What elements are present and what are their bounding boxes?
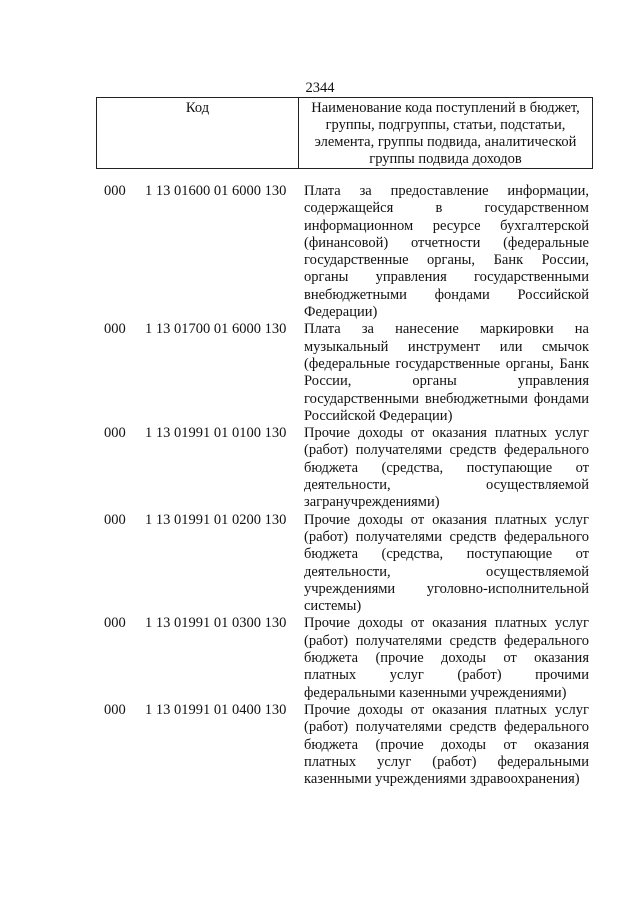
income-name-line: бюджета (средства, поступающие от (304, 546, 589, 563)
income-name (304, 321, 589, 425)
table-row (0, 425, 640, 511)
income-name-line: бюджета (прочие доходы от оказания (304, 650, 589, 667)
income-name-line: Плата за предоставление информации, (304, 183, 589, 199)
header-name-line: Наименование кода поступлений в бюджет, (311, 100, 580, 116)
income-name-line: государственные органы, Банк России, (304, 252, 589, 269)
income-name (304, 183, 589, 321)
admin-code: 000 (104, 321, 126, 338)
income-name-line: государственными внебюджетными фондами (304, 390, 589, 407)
budget-code: 1 13 01600 01 6000 130 (145, 183, 287, 199)
table-row (0, 702, 640, 788)
income-name-line: Федерации) (304, 304, 378, 321)
income-name-line: бюджета (средства, поступающие от (304, 459, 589, 476)
budget-code: 1 13 01991 01 0200 130 (145, 511, 287, 528)
income-name-line: информационном ресурсе бухгалтерской (304, 217, 589, 234)
income-name-line: бюджета (прочие доходы от оказания (304, 736, 589, 753)
income-name (304, 425, 589, 511)
income-name-line: системы) (304, 598, 362, 615)
income-name-line: России, органы управления (304, 373, 589, 390)
admin-code: 000 (104, 615, 126, 632)
income-name-line: Прочие доходы от оказания платных услуг (304, 701, 589, 718)
income-name-line: (федеральные государственные органы, Банк (304, 355, 589, 372)
table-row (0, 183, 640, 321)
income-name-line: Прочие доходы от оказания платных услуг (304, 425, 589, 442)
admin-code: 000 (104, 183, 126, 199)
income-name-line: платных услуг (работ) федеральными (304, 753, 589, 770)
income-name-line: (финансовой) отчетности (федеральные (304, 234, 589, 251)
income-name-line: (работ) получателями средств федерального (304, 442, 589, 459)
income-name-line: деятельности, осуществляемой (304, 477, 589, 494)
income-name-line: Российской Федерации) (304, 407, 453, 424)
budget-code: 1 13 01991 01 0100 130 (145, 425, 287, 442)
income-name-line: загранучреждениями) (304, 494, 440, 511)
income-name-line: внебюджетными фондами Российской (304, 286, 589, 303)
table-row (0, 321, 640, 425)
income-code-list (0, 183, 640, 788)
income-name-line: содержащейся в государственном (304, 200, 589, 217)
income-name-line: (работ) получателями средств федерального (304, 719, 589, 736)
income-name-line: учреждениями уголовно-исполнительной (304, 580, 589, 597)
income-name-line: платных услуг (работ) прочими (304, 667, 589, 684)
income-name-line: (работ) получателями средств федерального (304, 632, 589, 649)
income-name-line: Прочие доходы от оказания платных услуг (304, 511, 589, 528)
header-name-line: группы подвида доходов (369, 151, 522, 167)
income-name-line: федеральными казенными учреждениями) (304, 684, 567, 701)
income-name-line: (работ) получателями средств федерального (304, 528, 589, 545)
income-name (304, 512, 589, 616)
income-name-line: музыкальный инструмент или смычок (304, 338, 589, 355)
admin-code: 000 (104, 701, 126, 718)
income-name-line: Плата за нанесение маркировки на (304, 321, 589, 338)
budget-code: 1 13 01700 01 6000 130 (145, 321, 287, 338)
header-name-line: группы, подгруппы, статьи, подстатьи, (325, 117, 566, 133)
header-name-label (299, 98, 592, 168)
income-name-line: органы управления государственными (304, 269, 589, 286)
header-name-line: элемента, группы подвида, аналитической (314, 134, 577, 150)
budget-code: 1 13 01991 01 0300 130 (145, 615, 287, 632)
table-row (0, 615, 640, 701)
admin-code: 000 (104, 511, 126, 528)
income-name (304, 615, 589, 701)
page-number: 2344 (305, 80, 335, 96)
income-name-line: Прочие доходы от оказания платных услуг (304, 615, 589, 632)
admin-code: 000 (104, 425, 126, 442)
table-row (0, 512, 640, 616)
income-name-line: казенными учреждениями здравоохранения) (304, 771, 580, 788)
income-name (304, 702, 589, 788)
table-header (96, 97, 593, 169)
header-code-label: Код (97, 98, 299, 168)
budget-code: 1 13 01991 01 0400 130 (145, 701, 287, 718)
income-name-line: деятельности, осуществляемой (304, 563, 589, 580)
